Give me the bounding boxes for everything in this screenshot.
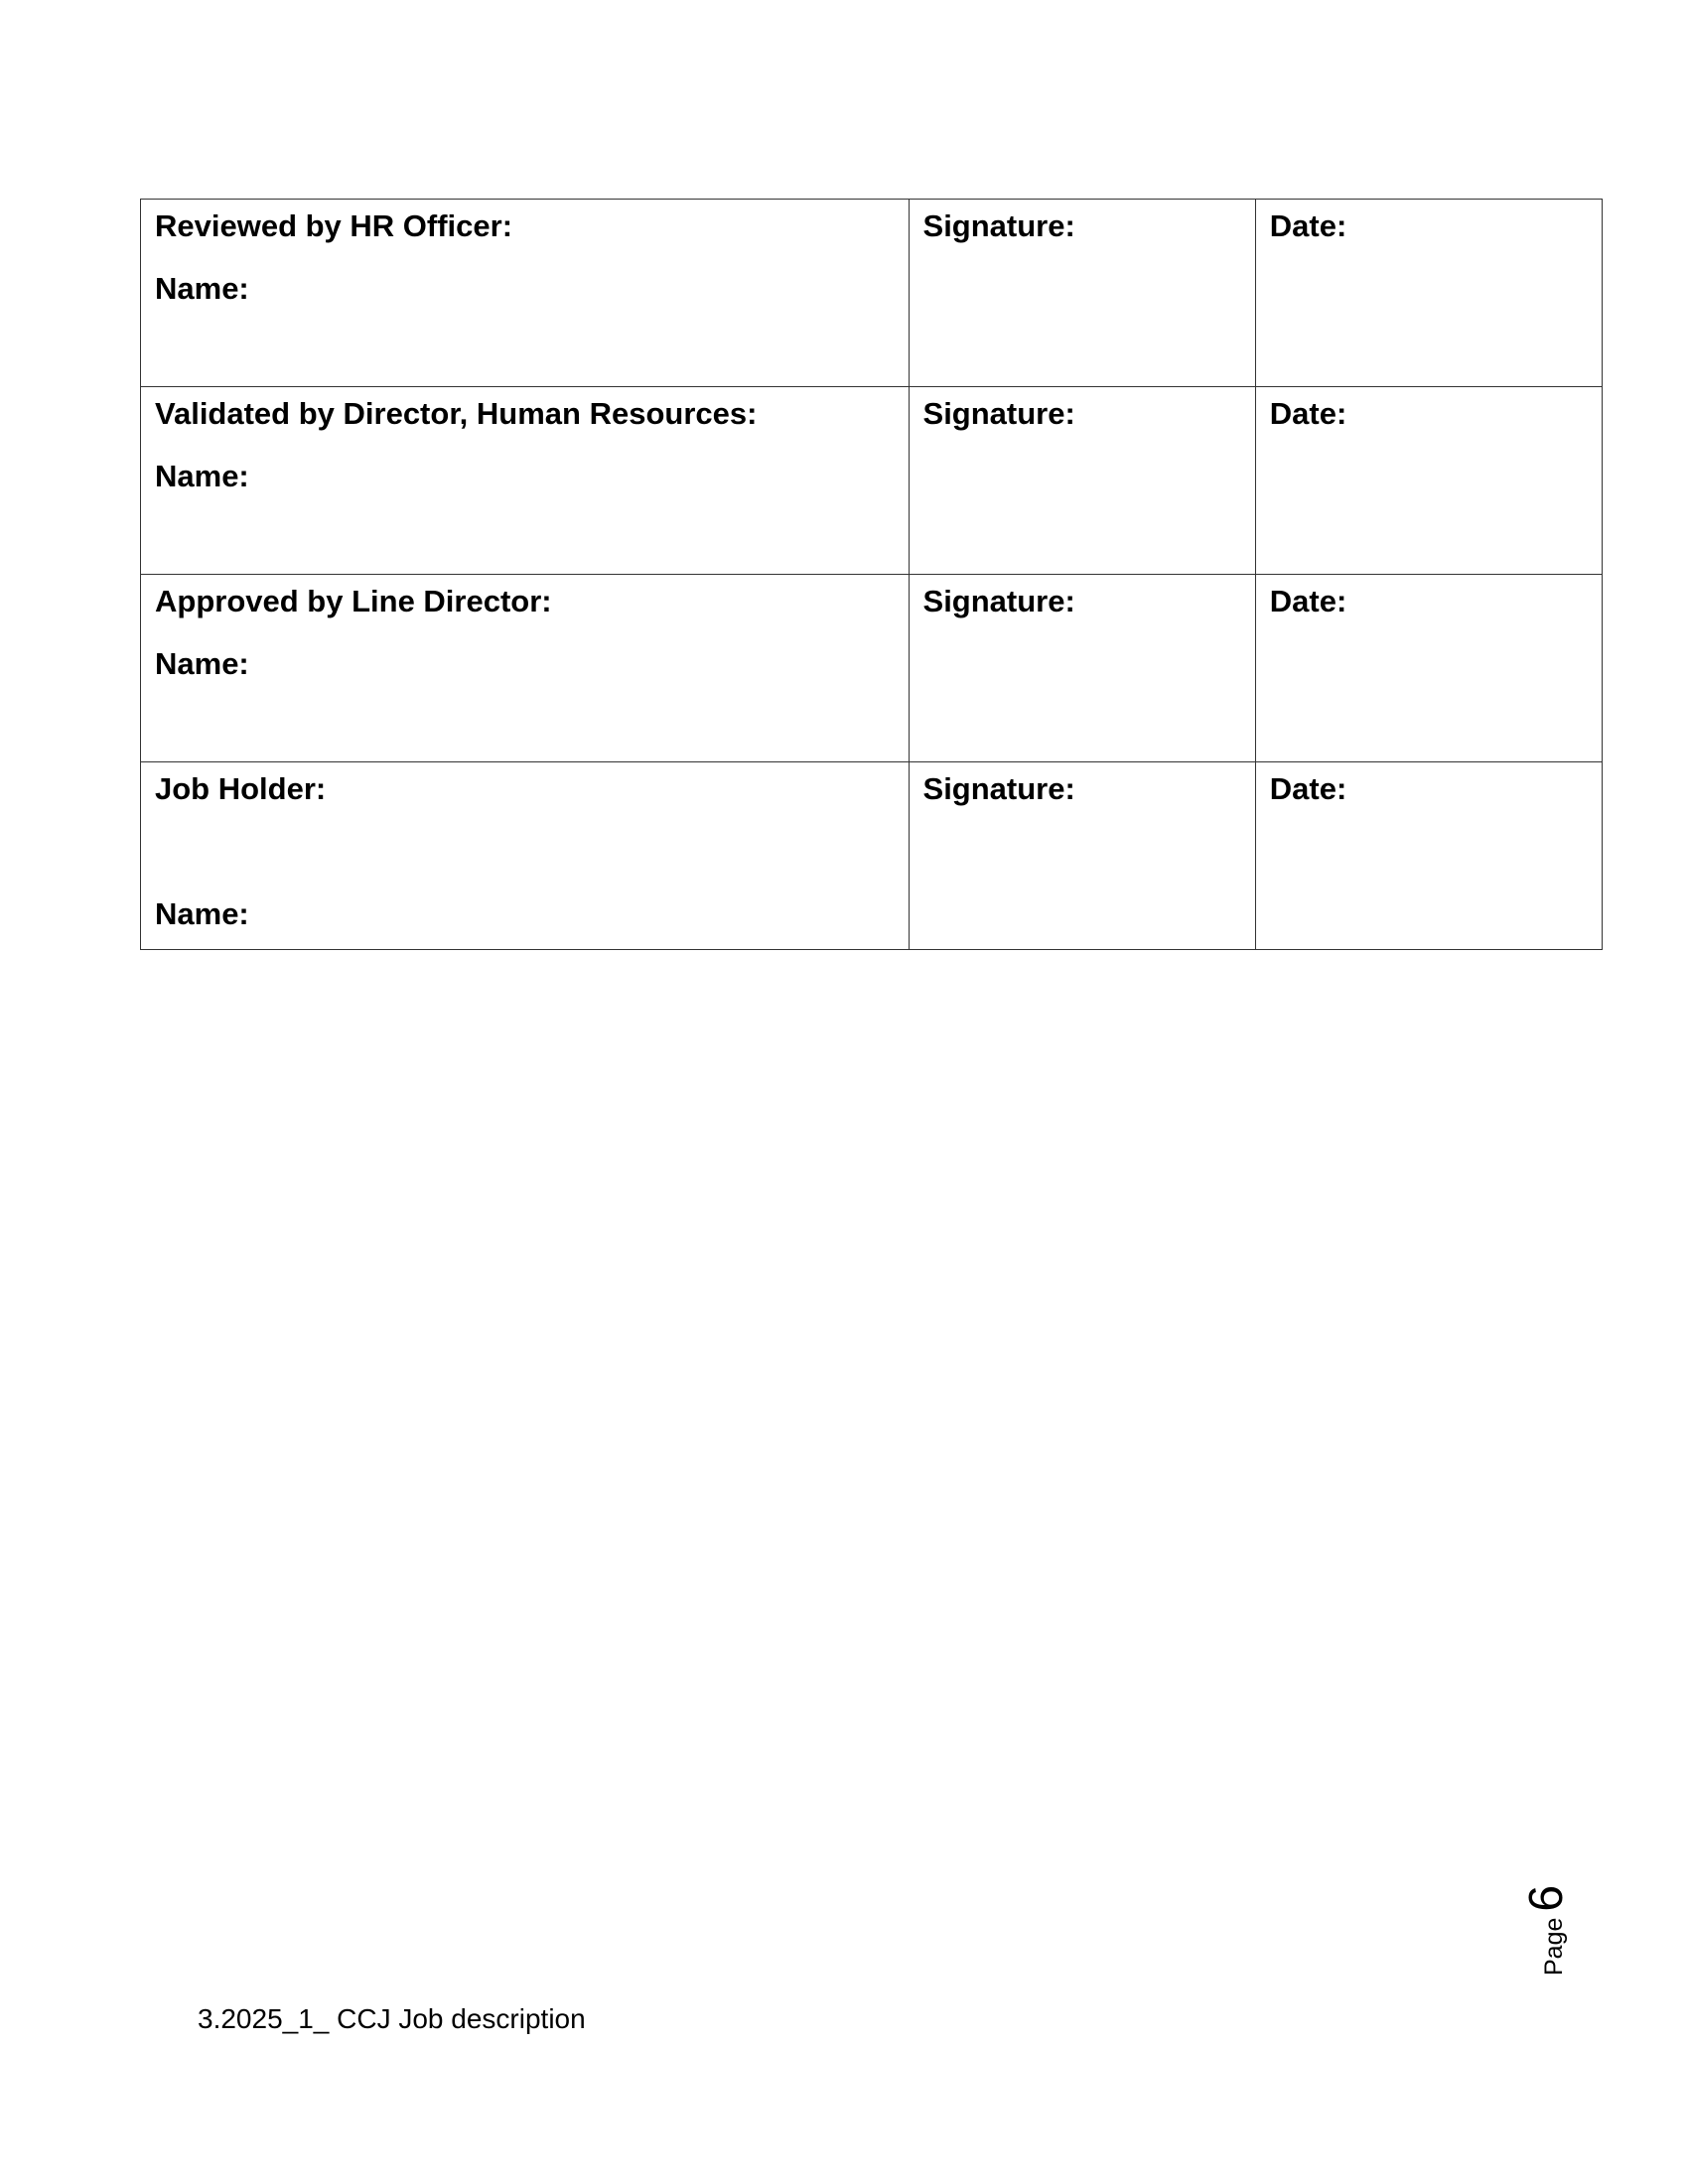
role-cell[interactable] bbox=[141, 200, 910, 387]
signature-label: Signature: bbox=[922, 584, 1075, 618]
role-label: Approved by Line Director: bbox=[155, 584, 552, 618]
role-cell[interactable] bbox=[141, 387, 910, 575]
signature-cell[interactable] bbox=[909, 762, 1255, 950]
signature-cell[interactable] bbox=[909, 387, 1255, 575]
approval-signature-table bbox=[140, 199, 1603, 950]
table-row bbox=[141, 200, 1603, 387]
date-cell[interactable] bbox=[1255, 762, 1602, 950]
name-label: Name: bbox=[155, 646, 249, 681]
date-cell[interactable] bbox=[1255, 387, 1602, 575]
date-label: Date: bbox=[1269, 208, 1347, 243]
table-row bbox=[141, 387, 1603, 575]
date-label: Date: bbox=[1269, 584, 1347, 618]
signature-label: Signature: bbox=[922, 396, 1075, 431]
date-label: Date: bbox=[1269, 771, 1347, 806]
signature-label: Signature: bbox=[922, 208, 1075, 243]
date-cell[interactable] bbox=[1255, 200, 1602, 387]
role-label: Validated by Director, Human Resources: bbox=[155, 396, 758, 431]
table-row bbox=[141, 762, 1603, 950]
name-label: Name: bbox=[155, 896, 249, 931]
role-label: Reviewed by HR Officer: bbox=[155, 208, 513, 243]
role-label: Job Holder: bbox=[155, 771, 327, 806]
signature-label: Signature: bbox=[922, 771, 1075, 806]
role-cell[interactable] bbox=[141, 762, 910, 950]
date-label: Date: bbox=[1269, 396, 1347, 431]
name-label: Name: bbox=[155, 459, 249, 493]
signature-cell[interactable] bbox=[909, 200, 1255, 387]
name-label: Name: bbox=[155, 271, 249, 306]
page-number-marker bbox=[1519, 1856, 1573, 1976]
page-word: Page bbox=[1540, 1917, 1568, 1976]
signature-cell[interactable] bbox=[909, 575, 1255, 762]
role-cell[interactable] bbox=[141, 575, 910, 762]
footer-document-name: 3.2025_1_ CCJ Job description bbox=[198, 2003, 586, 2034]
table-row bbox=[141, 575, 1603, 762]
page-number: 6 bbox=[1520, 1884, 1573, 1912]
date-cell[interactable] bbox=[1255, 575, 1602, 762]
